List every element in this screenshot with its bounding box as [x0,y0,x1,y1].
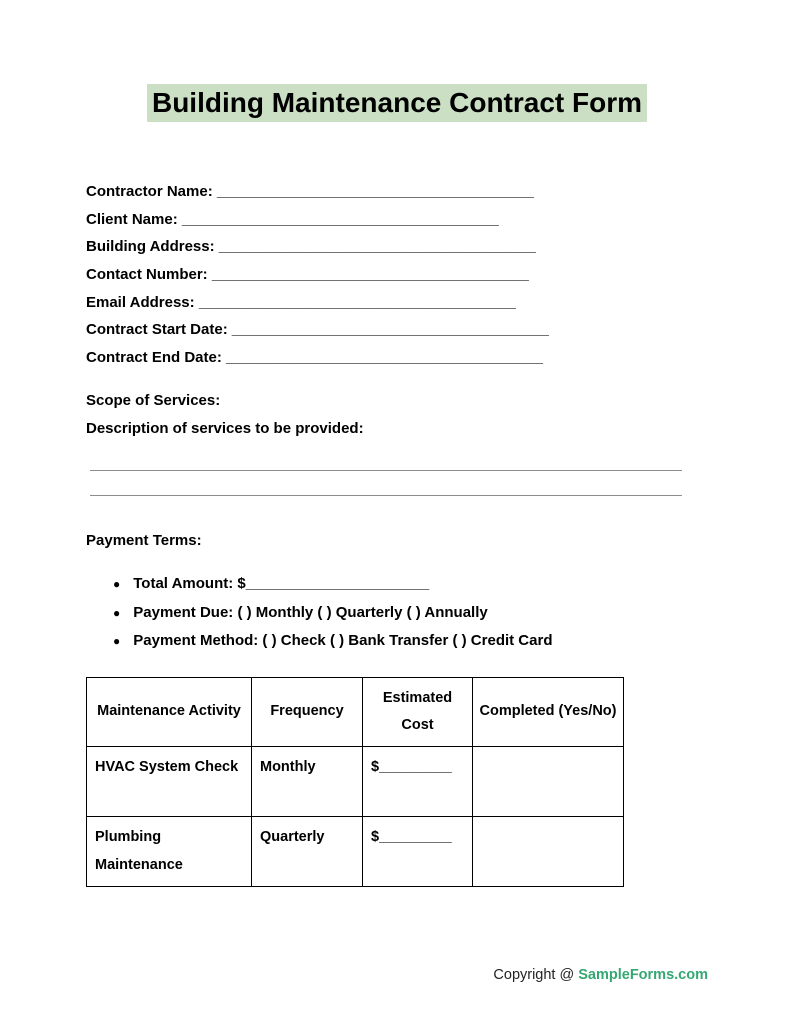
cell-activity: Plumbing Maintenance [87,816,252,886]
field-contractor-name [86,178,708,206]
blank-line: ____________________________________________________________________________ [90,454,682,471]
scope-heading: Scope of Services: [86,392,221,410]
field-blank-line: ______________________________________ [218,238,536,256]
field-blank-line: ______________________________________ [226,348,544,366]
bullet-icon: ● [113,577,121,592]
contract-fields [86,178,708,371]
field-email-address [86,289,708,317]
field-label: Contract End Date: [86,348,222,366]
blank-line: ____________________________________________________________________________ [90,479,682,496]
field-label: Email Address: [86,293,195,311]
field-contact-number [86,261,708,289]
cell-completed [473,746,624,816]
field-label: Client Name: [86,210,178,228]
table-row [87,746,624,816]
field-blank-line: ______________________________________ [216,183,534,201]
field-label: Contractor Name: [86,183,213,201]
bullet-item-payment-method [113,627,708,656]
table-header-row [87,677,624,746]
field-label: Building Address: [86,238,215,256]
scope-of-services-section [86,387,708,500]
header-cell-maintenance-activity: Maintenance Activity [87,677,252,746]
description-label: Description of services to be provided: [86,419,364,437]
table-row [87,816,624,886]
bullet-text: Total Amount: $______________________ [133,575,430,593]
field-building-address [86,233,708,261]
field-blank-line: ______________________________________ [231,321,549,339]
field-contract-start-date [86,316,708,344]
cell-completed [473,816,624,886]
field-label: Contract Start Date: [86,321,228,339]
sampleforms-link[interactable]: SampleForms.com [578,966,708,983]
description-blank-lines [86,451,708,501]
bullet-item-payment-due [113,599,708,628]
field-client-name [86,206,708,234]
header-cell-estimated-cost: Estimated Cost [363,677,473,746]
bullet-icon: ● [113,605,121,620]
cell-activity: HVAC System Check [87,746,252,816]
bullet-text: Payment Due: ( ) Monthly ( ) Quarterly ( ) Annually [133,603,488,621]
cell-cost: $_________ [363,746,473,816]
maintenance-table [86,677,624,887]
cell-frequency: Quarterly [252,816,363,886]
field-blank-line: ______________________________________ [211,265,529,283]
bullet-item-total-amount [113,570,708,599]
cell-cost: $_________ [363,816,473,886]
title-section [86,0,708,122]
field-blank-line: ______________________________________ [198,293,516,311]
footer [86,967,708,1013]
header-cell-frequency: Frequency [252,677,363,746]
page-title: Building Maintenance Contract Form [147,84,647,122]
field-label: Contact Number: [86,265,208,283]
cell-frequency: Monthly [252,746,363,816]
payment-bullet-list [86,570,708,656]
bullet-icon: ● [113,634,121,649]
header-cell-completed: Completed (Yes/No) [473,677,624,746]
copyright-text: Copyright @ [493,966,579,983]
payment-terms-heading: Payment Terms: [86,531,202,549]
field-blank-line: ______________________________________ [181,210,499,228]
payment-terms-section [86,527,708,656]
field-contract-end-date [86,344,708,372]
bullet-text: Payment Method: ( ) Check ( ) Bank Transfer ( ) Credit Card [133,632,553,650]
